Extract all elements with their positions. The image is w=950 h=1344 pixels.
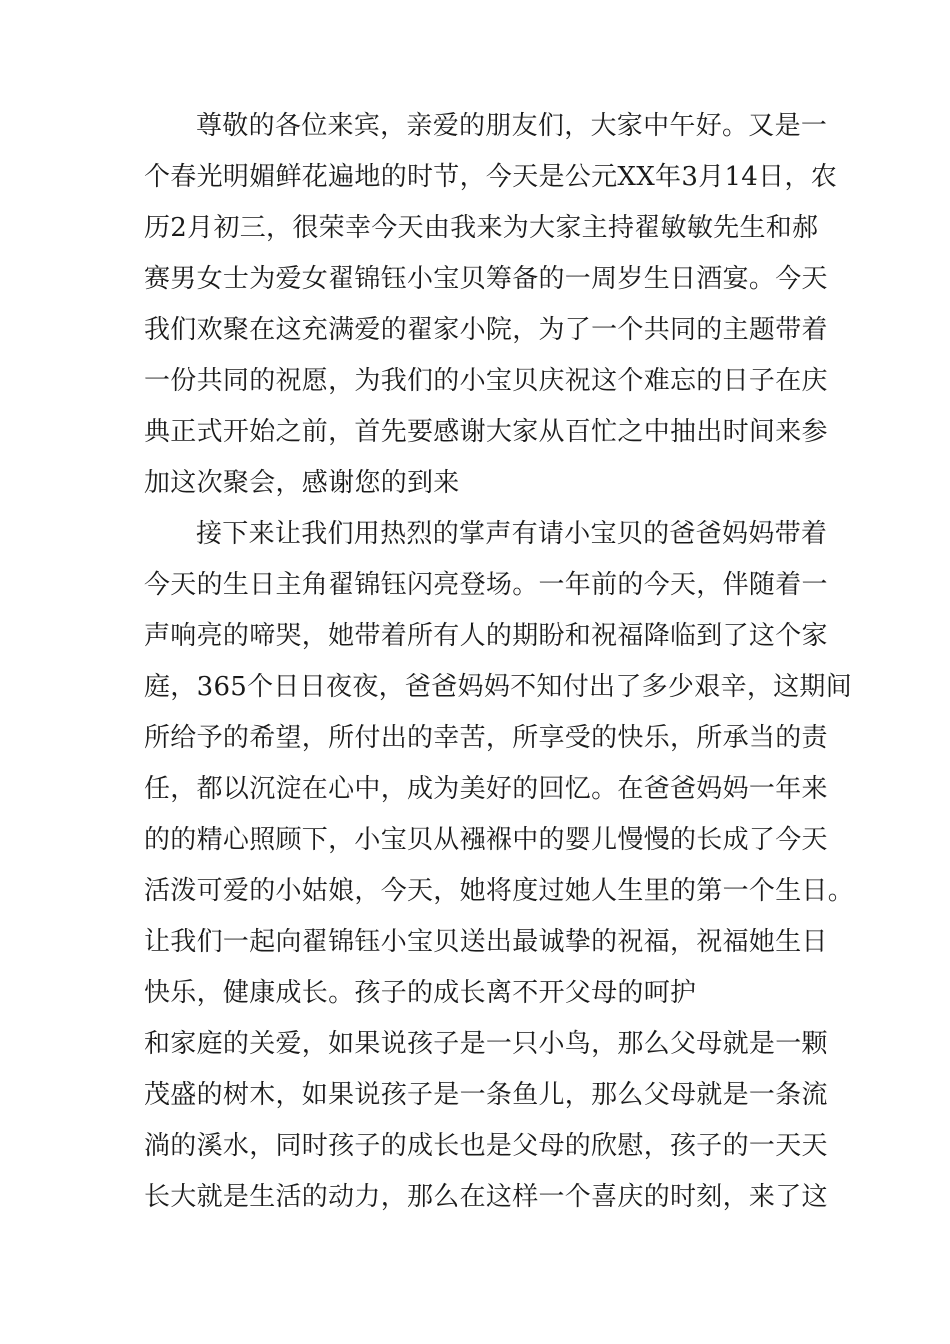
paragraph-1-line-3: 历2月初三，很荣幸今天由我来为大家主持翟敏敏先生和郝 xyxy=(144,213,819,243)
paragraph-1-line-4: 赛男女士为爱女翟锦钰小宝贝筹备的一周岁生日酒宴。今天 xyxy=(144,264,828,294)
paragraph-3-line-4: 长大就是生活的动力，那么在这样一个喜庆的时刻，来了这 xyxy=(144,1182,828,1212)
paragraph-3-line-3: 淌的溪水，同时孩子的成长也是父母的欣慰，孩子的一天天 xyxy=(144,1131,828,1161)
paragraph-2-line-8: 活泼可爱的小姑娘，今天，她将度过她人生里的第一个生日。 xyxy=(144,876,855,906)
paragraph-1-line-8: 加这次聚会，感谢您的到来 xyxy=(144,468,460,498)
paragraph-2-line-5: 所给予的希望，所付出的幸苦，所享受的快乐，所承当的责 xyxy=(144,723,828,753)
paragraph-3-line-2: 茂盛的树木，如果说孩子是一条鱼儿，那么父母就是一条流 xyxy=(144,1080,828,1110)
paragraph-1-line-1: 尊敬的各位来宾，亲爱的朋友们，大家中午好。又是一 xyxy=(196,111,828,141)
paragraph-2-line-10: 快乐，健康成长。孩子的成长离不开父母的呵护 xyxy=(144,978,697,1008)
paragraph-2-line-3: 声响亮的啼哭，她带着所有人的期盼和祝福降临到了这个家 xyxy=(144,621,828,651)
paragraph-2-line-7: 的的精心照顾下，小宝贝从襁褓中的婴儿慢慢的长成了今天 xyxy=(144,825,828,855)
paragraph-1-line-7: 典正式开始之前，首先要感谢大家从百忙之中抽出时间来参 xyxy=(144,417,828,447)
paragraph-2-line-1: 接下来让我们用热烈的掌声有请小宝贝的爸爸妈妈带着 xyxy=(196,519,828,549)
paragraph-2-line-4: 庭，365个日日夜夜，爸爸妈妈不知付出了多少艰辛，这期间 xyxy=(144,672,853,702)
paragraph-1-line-5: 我们欢聚在这充满爱的翟家小院，为了一个共同的主题带着 xyxy=(144,315,828,345)
paragraph-2-line-9: 让我们一起向翟锦钰小宝贝送出最诚挚的祝福，祝福她生日 xyxy=(144,927,828,957)
paragraph-3-line-1: 和家庭的关爱，如果说孩子是一只小鸟，那么父母就是一颗 xyxy=(144,1029,828,1059)
paragraph-1-line-6: 一份共同的祝愿，为我们的小宝贝庆祝这个难忘的日子在庆 xyxy=(144,366,828,396)
paragraph-1-line-2: 个春光明媚鲜花遍地的时节，今天是公元XX年3月14日，农 xyxy=(144,162,838,192)
paragraph-2-line-2: 今天的生日主角翟锦钰闪亮登场。一年前的今天，伴随着一 xyxy=(144,570,828,600)
paragraph-2-line-6: 任，都以沉淀在心中，成为美好的回忆。在爸爸妈妈一年来 xyxy=(144,774,828,804)
